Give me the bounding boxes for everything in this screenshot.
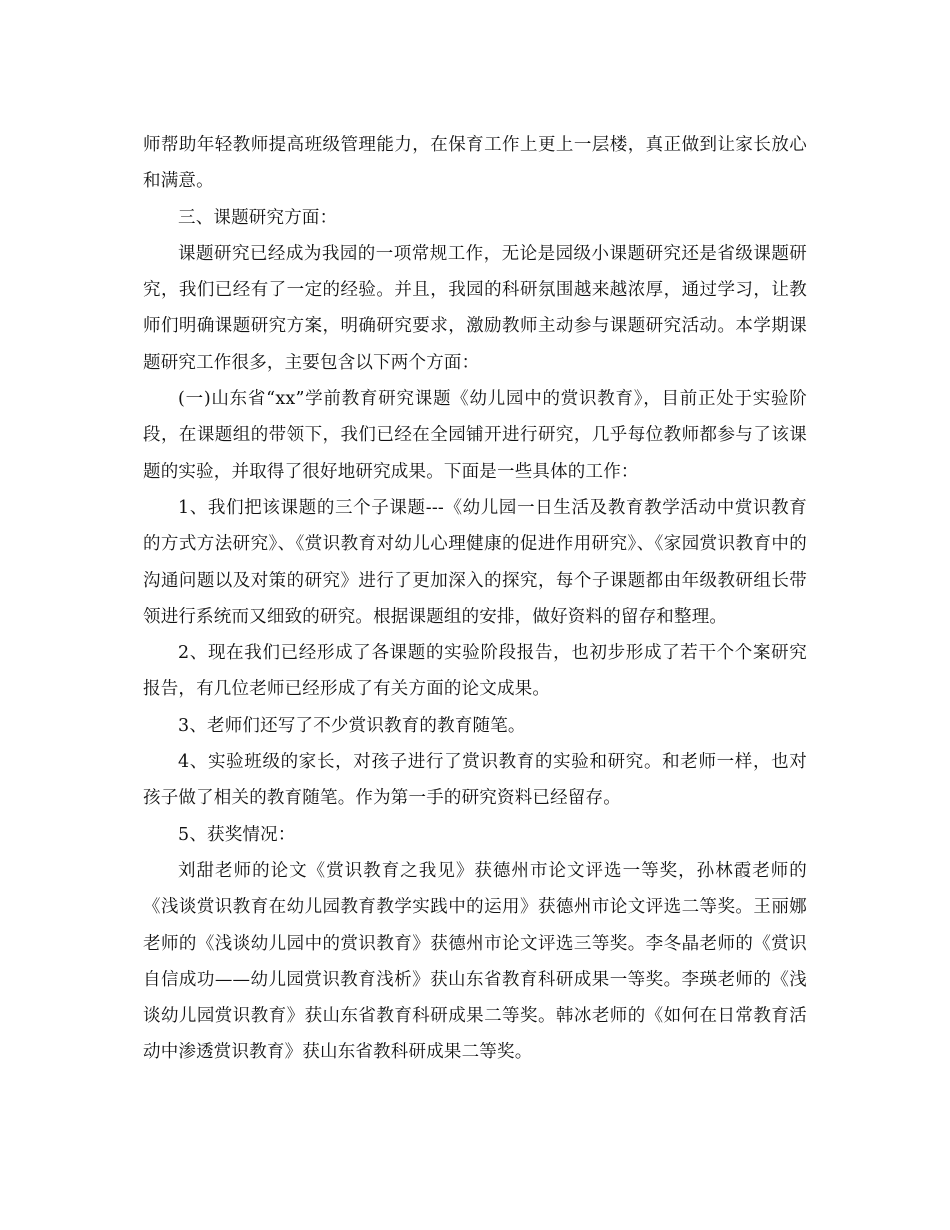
list-item-5: 5、获奖情况： — [178, 824, 296, 845]
list-item-1: 1、我们把该课题的三个子课题---《幼儿园一日生活及教育教学活动中赏识教育的方式方法研究》、《赏识教育对幼儿心理健康的促进作用研究》、《家园赏识教育中的沟通问题以及对策的研究》进行了更加深入的探究，每个子课题都由年级教研组长带领进行系统而又细致的研究。根据课题组的安排，做好资料的留存和整理。 — [143, 497, 807, 627]
paragraph-subsection-one: (一)山东省“xx”学前教育研究课题《幼儿园中的赏识教育》，目前正处于实验阶段，在课题组的带领下，我们已经在全园铺开进行研究，几乎每位教师都参与了该课题的实验，并取得了很好地研究成果。下面是一些具体的工作： — [143, 389, 807, 482]
list-item-4: 4、实验班级的家长，对孩子进行了赏识教育的实验和研究。和老师一样，也对孩子做了相关的教育随笔。作为第一手的研究资料已经留存。 — [143, 752, 807, 809]
list-item-2: 2、现在我们已经形成了各课题的实验阶段报告，也初步形成了若干个个案研究报告，有几位老师已经形成了有关方面的论文成果。 — [143, 643, 807, 700]
document-body — [143, 127, 807, 1071]
section-heading-research: 三、课题研究方面： — [178, 207, 338, 228]
paragraph-research-intro: 课题研究已经成为我园的一项常规工作，无论是园级小课题研究还是省级课题研究，我们已经有了一定的经验。并且，我园的科研氛围越来越浓厚，通过学习，让教师们明确课题研究方案，明确研究要求，激励教师主动参与课题研究活动。本学期课题研究工作很多，主要包含以下两个方面： — [143, 243, 807, 373]
paragraph-awards: 刘甜老师的论文《赏识教育之我见》获德州市论文评选一等奖，孙林霞老师的《浅谈赏识教育在幼儿园教育教学实践中的运用》获德州市论文评选二等奖。王丽娜老师的《浅谈幼儿园中的赏识教育》获德州市论文评选三等奖。李冬晶老师的《赏识自信成功——幼儿园赏识教育浅析》获山东省教育科研成果一等奖。李瑛老师的《浅谈幼儿园赏识教育》获山东省教育科研成果二等奖。韩冰老师的《如何在日常教育活动中渗透赏识教育》获山东省教科研成果二等奖。 — [143, 860, 807, 1063]
paragraph-continuation: 师帮助年轻教师提高班级管理能力，在保育工作上更上一层楼，真正做到让家长放心和满意。 — [143, 135, 807, 192]
list-item-3: 3、老师们还写了不少赏识教育的教育随笔。 — [178, 715, 526, 736]
